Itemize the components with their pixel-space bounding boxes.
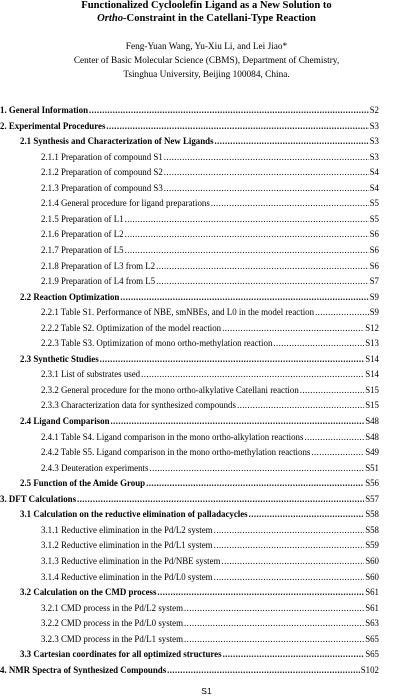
toc-entry-page: S102 <box>360 664 379 675</box>
toc-entry <box>41 197 379 210</box>
toc-entry-label: 3.2.3 CMD process in the Pd/L1 system <box>41 633 183 644</box>
toc-entry-page: S58 <box>365 524 379 535</box>
toc-entry-page: S65 <box>365 633 379 644</box>
toc-entry <box>41 337 379 350</box>
toc-leader-dots <box>184 633 364 646</box>
toc-entry-page: S13 <box>365 338 379 349</box>
toc-leader-dots <box>300 384 364 397</box>
toc-entry-label: 3.1.1 Reductive elimination in the Pd/L2 system <box>41 524 213 535</box>
toc-entry-page: S48 <box>365 431 379 442</box>
toc-entry-label: 2.4.3 Deuteration experiments <box>41 462 149 473</box>
toc-leader-dots <box>77 493 364 506</box>
toc-entry <box>41 539 379 552</box>
toc-entry <box>20 586 379 599</box>
toc-leader-dots <box>164 182 369 195</box>
toc-entry-page: S14 <box>365 353 379 364</box>
toc-entry-page: S9 <box>369 307 379 318</box>
toc-entry-label: 3. DFT Calculations <box>0 493 77 504</box>
toc-entry <box>41 384 379 397</box>
toc-leader-dots <box>304 431 364 444</box>
toc-leader-dots <box>120 291 368 304</box>
toc-entry-label: 2.4.1 Table S4. Ligand comparison in the mono ortho-alkylation reactions <box>41 431 304 442</box>
toc-leader-dots <box>315 306 369 319</box>
toc-entry <box>41 462 379 475</box>
toc-entry-label: 2.3.2 General procedure for the mono ortho-alkylative Catellani reaction <box>41 384 299 395</box>
toc-entry-label: 3.2.1 CMD process in the Pd/L2 system <box>41 602 183 613</box>
toc-entry <box>41 431 379 444</box>
toc-leader-dots <box>311 446 364 459</box>
toc-entry <box>41 151 379 164</box>
toc-leader-dots <box>106 120 368 133</box>
toc-entry <box>41 571 379 584</box>
toc-entry-page: S61 <box>365 587 379 598</box>
toc-entry-page: S14 <box>365 369 379 380</box>
toc-entry <box>41 182 379 195</box>
toc-leader-dots <box>125 213 369 226</box>
toc-entry <box>41 555 379 568</box>
toc-entry <box>41 260 379 273</box>
toc-leader-dots <box>249 508 365 521</box>
toc-entry-page: S5 <box>369 213 379 224</box>
toc-leader-dots <box>156 260 369 273</box>
toc-leader-dots <box>146 477 364 490</box>
toc-entry <box>41 617 379 630</box>
toc-leader-dots <box>100 353 365 366</box>
toc-entry <box>41 602 379 615</box>
toc-entry-page: S48 <box>365 416 379 426</box>
toc-leader-dots <box>214 539 365 552</box>
toc-entry-label: 3.1.4 Reductive elimination in the Pd/L0 system <box>41 571 213 582</box>
affiliation-line2: Tsinghua University, Beijing 100084, China. <box>123 70 290 80</box>
toc-entry-label: 2.1.8 Preparation of L3 from L2 <box>41 260 156 271</box>
toc-leader-dots <box>164 151 369 164</box>
toc-leader-dots <box>214 571 365 584</box>
toc-entry <box>0 120 379 133</box>
toc-entry-label: 3.2 Calculation on the CMD process <box>20 587 157 598</box>
toc-entry-label: 2.1.6 Preparation of L2 <box>41 229 124 240</box>
toc-entry-page: S15 <box>365 384 379 395</box>
toc-entry <box>20 415 379 428</box>
toc-entry-page: S9 <box>369 291 379 302</box>
toc-entry-page: S60 <box>365 555 379 566</box>
toc-entry <box>20 508 379 521</box>
toc-entry-label: 2.4 Ligand Comparison <box>20 416 110 426</box>
toc-entry-label: 2.3.3 Characterization data for synthesized compounds <box>41 400 236 411</box>
toc-entry-page: S56 <box>365 478 379 489</box>
toc-entry-label: 2.3.1 List of substrates used <box>41 369 141 380</box>
toc-entry-page: S58 <box>365 509 379 520</box>
toc-leader-dots <box>214 524 365 537</box>
toc-leader-dots <box>237 399 364 412</box>
document-title-line2 <box>0 13 413 25</box>
toc-entry-label: 2.1.7 Preparation of L5 <box>41 244 124 255</box>
toc-leader-dots <box>184 602 364 615</box>
toc-leader-dots <box>141 368 364 381</box>
toc-leader-dots <box>149 462 364 475</box>
toc-entry-page: S3 <box>369 151 379 162</box>
toc-entry-label: 2.2.3 Table S3. Optimization of mono ortho-methylation reaction <box>41 338 273 349</box>
toc-entry-label: 2.1.4 General procedure for ligand preparations <box>41 198 210 209</box>
toc-leader-dots <box>157 586 364 599</box>
toc-entry-label: 2.1 Synthesis and Characterization of New Ligands <box>20 136 214 147</box>
toc-leader-dots <box>125 244 369 257</box>
toc-entry-label: 2.1.9 Preparation of L4 from L5 <box>41 276 156 287</box>
toc-leader-dots <box>89 104 369 117</box>
toc-entry-label: 2.2 Reaction Optimization <box>20 291 120 302</box>
toc-entry-page: S63 <box>365 618 379 629</box>
affiliation-line1: Center of Basic Molecular Science (CBMS), Department of Chemistry, <box>73 56 340 66</box>
toc-entry-page: S12 <box>365 322 379 333</box>
toc-entry-page: S2 <box>369 105 379 115</box>
toc-leader-dots <box>273 337 364 350</box>
toc-entry <box>0 104 379 117</box>
toc-entry-label: 2.1.3 Preparation of compound S3 <box>41 182 163 193</box>
toc-entry-page: S57 <box>365 493 379 504</box>
toc-entry-label: 2. Experimental Procedures <box>0 120 106 131</box>
toc-entry <box>41 322 379 335</box>
toc-entry-page: S6 <box>369 229 379 240</box>
title-italic-word: Ortho <box>97 13 124 24</box>
toc-entry <box>41 399 379 412</box>
toc-entry-label: 3.1.2 Reductive elimination in the Pd/L1 system <box>41 540 213 551</box>
toc-leader-dots <box>125 228 369 241</box>
toc-entry <box>20 477 379 490</box>
toc-entry-label: 3.1 Calculation on the reductive elimination of palladacycles <box>20 509 248 520</box>
toc-entry-page: S6 <box>369 260 379 271</box>
toc-entry-label: 2.1.1 Preparation of compound S1 <box>41 151 163 162</box>
toc-entry <box>20 648 379 661</box>
toc-entry-page: S7 <box>369 276 379 287</box>
toc-entry <box>41 524 379 537</box>
toc-leader-dots <box>156 275 369 288</box>
toc-entry-label: 2.1.5 Preparation of L1 <box>41 213 124 224</box>
toc-entry-label: 2.4.2 Table S5. Ligand comparison in the mono ortho-methylation reactions <box>41 447 311 458</box>
toc-entry-page: S15 <box>365 400 379 411</box>
toc-entry <box>41 275 379 288</box>
toc-entry-page: S4 <box>369 167 379 178</box>
toc-entry-page: S5 <box>369 198 379 209</box>
toc-leader-dots <box>222 322 364 335</box>
toc-entry <box>20 353 379 366</box>
toc-entry-page: S4 <box>369 182 379 193</box>
toc-entry-page: S3 <box>369 136 379 147</box>
toc-entry-page: S6 <box>369 244 379 255</box>
toc-entry <box>20 291 379 304</box>
toc-entry <box>41 166 379 179</box>
toc-entry-label: 2.3 Synthetic Studies <box>20 353 99 364</box>
document-title-line1: Functionalized Cycloolefin Ligand as a New Solution to <box>81 0 332 11</box>
toc-entry <box>20 135 379 148</box>
toc-entry <box>41 213 379 226</box>
toc-leader-dots <box>211 197 369 210</box>
toc-entry <box>41 446 379 459</box>
toc-leader-dots <box>215 135 369 148</box>
toc-entry-page: S61 <box>365 602 379 613</box>
toc-entry-page: S51 <box>365 462 379 473</box>
toc-entry-label: 2.2.2 Table S2. Optimization of the model reaction <box>41 322 222 333</box>
toc-entry-page: S49 <box>365 447 379 458</box>
toc-entry <box>41 368 379 381</box>
toc-leader-dots <box>184 617 364 630</box>
toc-leader-dots <box>223 648 365 661</box>
toc-leader-dots <box>167 664 360 677</box>
toc-entry <box>41 633 379 646</box>
toc-entry-page: S65 <box>365 649 379 660</box>
toc-entry-label: 3.3 Cartesian coordinates for all optimized structures <box>20 649 222 660</box>
toc-entry-page: S60 <box>365 571 379 582</box>
toc-entry-label: 1. General Information <box>0 105 89 115</box>
authors: Feng-Yuan Wang, Yu-Xiu Li, and Lei Jiao* <box>125 42 288 52</box>
toc-entry-label: 3.2.2 CMD process in the Pd/L0 system <box>41 618 183 629</box>
toc-entry-label: 4. NMR Spectra of Synthesized Compounds <box>0 664 167 675</box>
toc-entry-label: 3.1.3 Reductive elimination in the Pd/NBE system <box>41 555 221 566</box>
toc-entry <box>41 228 379 241</box>
toc-entry-label: 2.5 Function of the Amide Group <box>20 478 146 489</box>
toc-entry-label: 2.2.1 Table S1. Performance of NBE, smNBEs, and L0 in the model reaction <box>41 307 315 318</box>
toc-entry <box>41 244 379 257</box>
toc-leader-dots <box>111 415 365 428</box>
page-number: S1 <box>201 686 212 696</box>
toc-entry <box>41 306 379 319</box>
toc-entry <box>0 493 379 506</box>
toc-entry <box>0 664 379 677</box>
toc-entry-page: S3 <box>369 120 379 131</box>
toc-entry-label: 2.1.2 Preparation of compound S2 <box>41 167 163 178</box>
toc-leader-dots <box>164 166 369 179</box>
title-rest: -Constraint in the Catellani-Type Reaction <box>123 13 316 24</box>
toc-entry-page: S59 <box>365 540 379 551</box>
toc-leader-dots <box>221 555 364 568</box>
